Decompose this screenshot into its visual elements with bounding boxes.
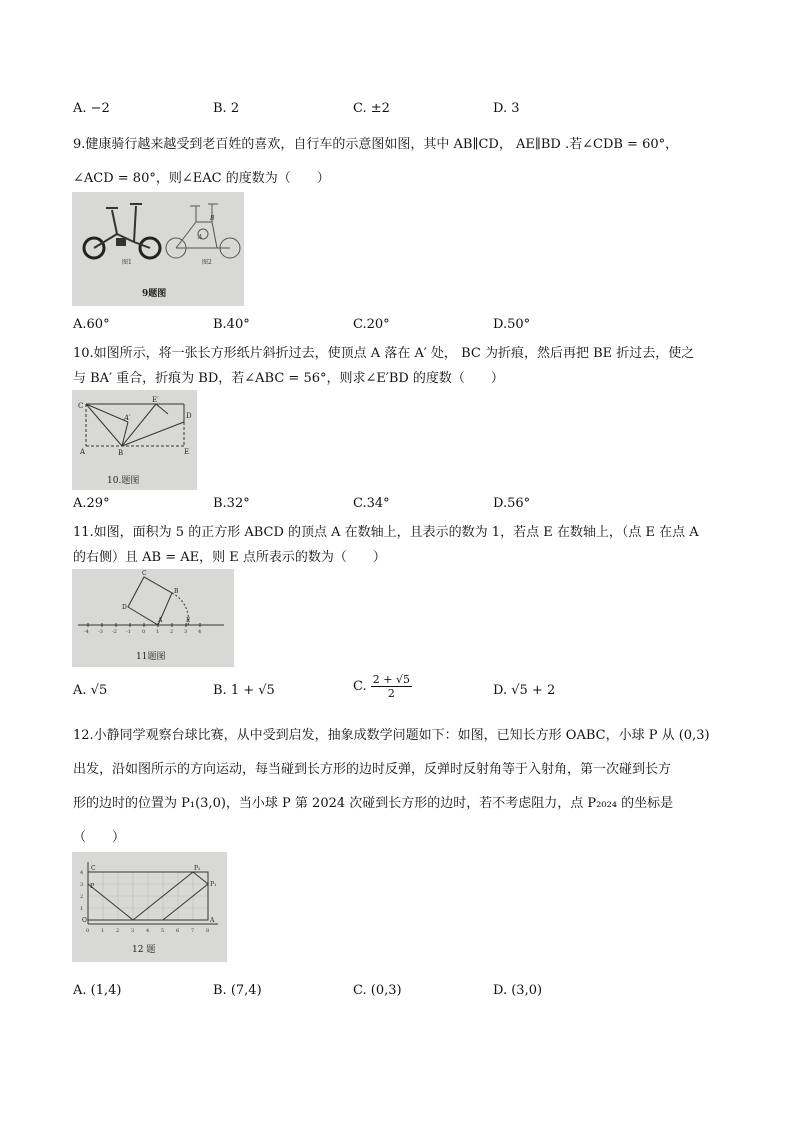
svg-text:A: A (158, 617, 163, 624)
q9-option-d[interactable]: D.50° (493, 317, 531, 332)
q11-stem-line2: 的右侧）且 AB = AE，则 E 点所表示的数为（ ） (73, 550, 386, 565)
svg-text:E: E (184, 448, 190, 456)
q12-stem-line1: 12.小静同学观察台球比赛，从中受到启发，抽象成数学问题如下：如图，已知长方形 OABC，小球 P 从 (0,3) (73, 728, 710, 743)
svg-text:2: 2 (170, 629, 174, 635)
svg-text:-1: -1 (126, 629, 131, 635)
q12-option-a[interactable]: A. (1,4) (73, 983, 122, 998)
svg-text:7: 7 (191, 928, 195, 934)
q12-stem-line2: 出发，沿如图所示的方向运动，每当碰到长方形的边时反弹，反弹时反射角等于入射角，第一次碰到长方 (73, 762, 672, 777)
q9-stem-line1: 9.健康骑行越来越受到老百姓的喜欢，自行车的示意图如图，其中 AB∥CD， AE∥BD .若∠CDB = 60°， (73, 137, 679, 152)
svg-text:12 题: 12 题 (132, 945, 156, 955)
q11-option-a[interactable] (73, 683, 107, 698)
q12-stem-line4: （ ） (73, 830, 126, 845)
q11-option-c-fraction (371, 673, 412, 700)
svg-text:图2: 图2 (202, 259, 212, 266)
svg-text:2: 2 (116, 928, 120, 934)
svg-text:0: 0 (142, 629, 146, 635)
q11-option-a-label: A. (73, 683, 87, 698)
q10-option-d[interactable]: D.56° (493, 496, 531, 511)
q11-figure (72, 569, 234, 667)
svg-text:3: 3 (131, 928, 135, 934)
q12-figure (72, 852, 227, 962)
svg-text:P₂: P₂ (194, 865, 201, 872)
q10-option-a[interactable]: A.29° (73, 496, 110, 511)
svg-text:A: A (198, 234, 203, 241)
svg-text:3: 3 (80, 882, 84, 888)
svg-text:A′: A′ (124, 414, 131, 422)
q12-option-c[interactable]: C. (0,3) (353, 983, 402, 998)
svg-text:B: B (210, 215, 215, 222)
svg-text:P₁: P₁ (210, 881, 217, 888)
svg-text:9题图: 9题图 (142, 289, 167, 299)
svg-text:B: B (118, 449, 124, 457)
q10-figure (72, 390, 197, 490)
svg-text:1: 1 (80, 906, 84, 912)
svg-text:P: P (90, 883, 95, 890)
q10-stem-line2: 与 BA′ 重合，折痕为 BD，若∠ABC = 56°，则求∠E′BD 的度数（ ） (73, 371, 504, 386)
q8-option-c[interactable]: C. ±2 (353, 101, 390, 116)
svg-text:3: 3 (184, 629, 188, 635)
q11-option-c-numerator: 2 + √5 (372, 673, 410, 686)
q12-option-b[interactable]: B. (7,4) (213, 983, 262, 998)
q9-option-b[interactable]: B.40° (213, 317, 250, 332)
q10-option-c[interactable]: C.34° (353, 496, 390, 511)
svg-text:C: C (78, 402, 84, 410)
svg-text:-3: -3 (98, 629, 103, 635)
q11-option-d[interactable] (493, 683, 555, 698)
svg-text:0: 0 (86, 928, 90, 934)
svg-text:D: D (122, 604, 127, 611)
q8-option-a[interactable]: A. −2 (73, 101, 110, 116)
q11-option-c-denominator: 2 (387, 687, 395, 700)
svg-text:4: 4 (198, 629, 202, 635)
q11-option-c-label: C. (353, 679, 367, 694)
q11-option-a-value: √5 (90, 683, 108, 698)
q8-option-d[interactable]: D. 3 (493, 101, 520, 116)
svg-text:A: A (210, 917, 215, 924)
q11-option-d-label: D. (493, 683, 508, 698)
svg-text:C: C (91, 865, 96, 872)
svg-text:C: C (142, 570, 147, 577)
svg-text:10.题图: 10.题图 (107, 476, 140, 486)
svg-text:-2: -2 (112, 629, 117, 635)
q9-stem-line2: ∠ACD = 80°，则∠EAC 的度数为（ ） (73, 171, 330, 186)
svg-text:11题图: 11题图 (136, 652, 166, 662)
svg-text:E′: E′ (152, 396, 159, 404)
q11-stem-line1: 11.如图，面积为 5 的正方形 ABCD 的顶点 A 在数轴上，且表示的数为 1，若点 E 在数轴上，（点 E 在点 A (73, 525, 699, 540)
svg-text:D: D (186, 412, 192, 420)
q11-option-b[interactable] (213, 683, 275, 698)
svg-text:2: 2 (80, 894, 84, 900)
svg-text:-4: -4 (84, 629, 89, 635)
q11-option-d-value: √5 + 2 (511, 683, 556, 698)
q11-option-b-label: B. (213, 683, 227, 698)
svg-text:E: E (186, 617, 191, 624)
q11-option-c[interactable] (353, 673, 412, 700)
q12-stem-line3: 形的边时的位置为 P₁(3,0)，当小球 P 第 2024 次碰到长方形的边时，若不考虑阻力，点 P₂₀₂₄ 的坐标是 (73, 796, 674, 811)
svg-text:A: A (80, 448, 86, 456)
q9-figure (72, 192, 244, 306)
svg-text:1: 1 (101, 928, 105, 934)
q10-option-b[interactable]: B.32° (213, 496, 250, 511)
svg-text:5: 5 (161, 928, 165, 934)
q8-option-b[interactable]: B. 2 (213, 101, 240, 116)
svg-text:4: 4 (146, 928, 150, 934)
svg-text:4: 4 (80, 870, 84, 876)
q9-option-a[interactable]: A.60° (73, 317, 110, 332)
svg-text:1: 1 (156, 629, 160, 635)
q10-stem-line1: 10.如图所示，将一张长方形纸片斜折过去，使顶点 A 落在 A′ 处， BC 为折痕，然后再把 BE 折过去，使之 (73, 346, 695, 361)
q12-option-d[interactable]: D. (3,0) (493, 983, 543, 998)
svg-text:B: B (174, 588, 179, 595)
svg-text:6: 6 (176, 928, 180, 934)
svg-text:O: O (82, 917, 87, 924)
svg-text:8: 8 (206, 928, 210, 934)
svg-text:图1: 图1 (122, 259, 132, 266)
q9-option-c[interactable]: C.20° (353, 317, 390, 332)
q11-option-b-value: 1 + √5 (230, 683, 275, 698)
